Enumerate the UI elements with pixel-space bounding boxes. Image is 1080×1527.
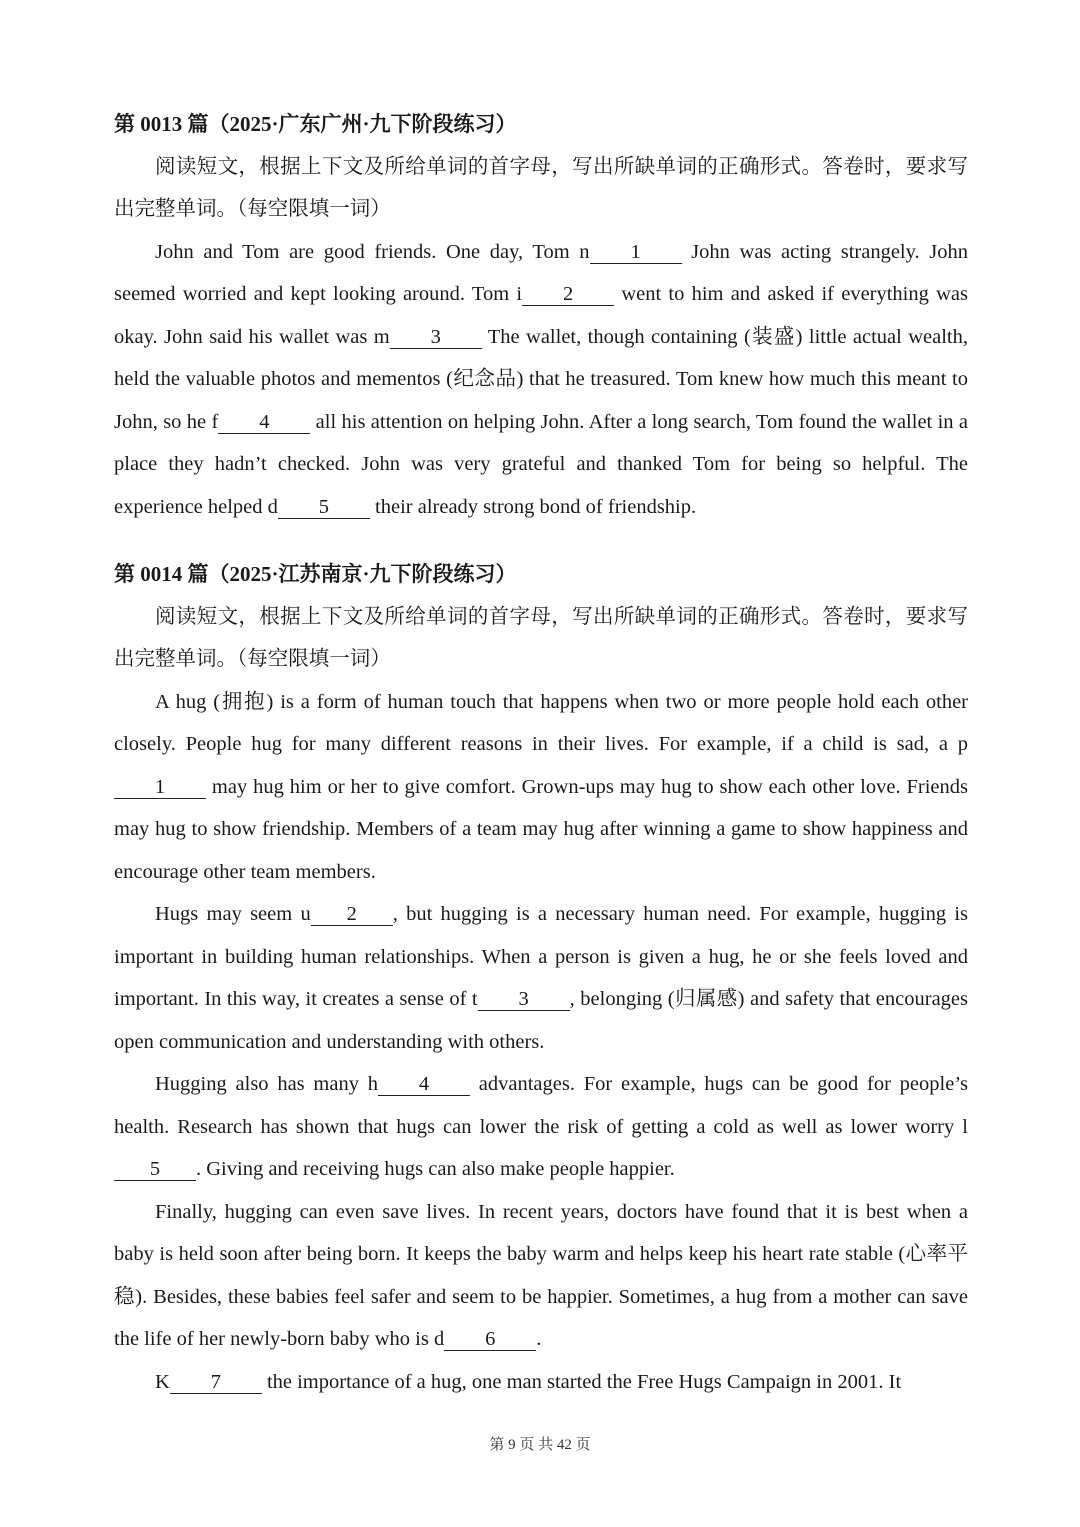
passage-text: Finally, hugging can even save lives. In recent years, doctors have found that it is best when a baby is held soon after being born. It keeps the baby warm and helps keep his heart rate stable (心率平稳). Besides, these babies feel safer and seem to be happier. Sometimes, a hug from a mother can save the life of her newly-born baby who is d <box>114 1200 968 1350</box>
passage-text: . Giving and receiving hugs can also make people happier. <box>196 1158 675 1180</box>
section-title-0014: 第 0014 篇（2025·江苏南京·九下阶段练习） <box>114 562 517 586</box>
answer-blank-2: 2 <box>522 283 614 306</box>
answer-blank-5: 5 <box>114 1158 196 1181</box>
passage-text: A hug (拥抱) is a form of human touch that happens when two or more people hold each other closely. People hug for many different reasons in their lives. For example, if a child is sad, a p <box>114 690 968 755</box>
passage-text: advantages. For example, hugs can be good for people’s health. Research has shown that hugs can lower the risk of getting a cold as well as lower worry l <box>114 1073 968 1138</box>
answer-blank-2: 2 <box>311 903 393 926</box>
passage-text: their already strong bond of friendship. <box>369 495 697 518</box>
answer-blank-3: 3 <box>390 326 482 349</box>
passage-text: all his attention on helping John. After a long search, Tom found the wallet in a place they hadn’t checked. John was very grateful and thanked Tom for being so helpful. The experience helped d <box>114 410 968 518</box>
answer-blank-1: 1 <box>114 776 206 799</box>
passage-text: The wallet, though containing (装盛) little actual wealth, held the valuable photos and mementos (纪念品) that he treasured. Tom knew how much this meant to John, so he f <box>114 325 968 433</box>
passage-paragraph <box>114 1063 968 1191</box>
answer-blank-6: 6 <box>444 1328 536 1351</box>
answer-blank-3: 3 <box>478 988 570 1011</box>
passage-text: John was acting strangely. John seemed worried and kept looking around. Tom i <box>114 240 968 305</box>
passage-paragraph <box>114 231 968 529</box>
passage-text: , belonging (归属感) and safety that encourages open communication and understanding with others. <box>114 988 968 1053</box>
passage-text: the importance of a hug, one man started the Free Hugs Campaign in 2001. It <box>261 1370 902 1393</box>
passage-text: . <box>536 1328 542 1350</box>
passage-text: Hugs may seem u <box>155 903 311 925</box>
answer-blank-7: 7 <box>170 1371 262 1394</box>
answer-blank-4: 4 <box>218 411 310 434</box>
section-instruction: 阅读短文，根据上下文及所给单词的首字母，写出所缺单词的正确形式。答卷时，要求写出完整单词。（每空限填一词） <box>114 605 968 670</box>
answer-blank-5: 5 <box>278 496 370 519</box>
page-number-footer: 第 9 页 共 42 页 <box>489 1437 591 1453</box>
answer-blank-1: 1 <box>590 241 682 264</box>
passage-text: Hugging also has many h <box>155 1073 379 1095</box>
passage-text: K <box>155 1370 170 1393</box>
passage-paragraph <box>114 681 968 894</box>
passage-text: John and Tom are good friends. One day, Tom n <box>155 240 590 263</box>
section-title-0013: 第 0013 篇（2025·广东广州·九下阶段练习） <box>114 112 517 136</box>
passage-paragraph <box>114 1361 968 1404</box>
section-instruction: 阅读短文，根据上下文及所给单词的首字母，写出所缺单词的正确形式。答卷时，要求写出完整单词。（每空限填一词） <box>114 155 968 220</box>
passage-text: , but hugging is a necessary human need. For example, hugging is important in building human relationships. When a person is given a hug, he or she feels loved and important. In this way, it creates a sense of t <box>114 903 968 1010</box>
passage-paragraph <box>114 1191 968 1361</box>
passage-text: may hug him or her to give comfort. Grown-ups may hug to show each other love. Friends may hug to show friendship. Members of a team may hug after winning a game to show happiness and encourage other team members. <box>114 775 968 883</box>
passage-paragraph <box>114 893 968 1063</box>
document-page <box>114 103 968 1403</box>
answer-blank-4: 4 <box>378 1073 470 1096</box>
passage-text: went to him and asked if everything was okay. John said his wallet was m <box>114 283 968 348</box>
